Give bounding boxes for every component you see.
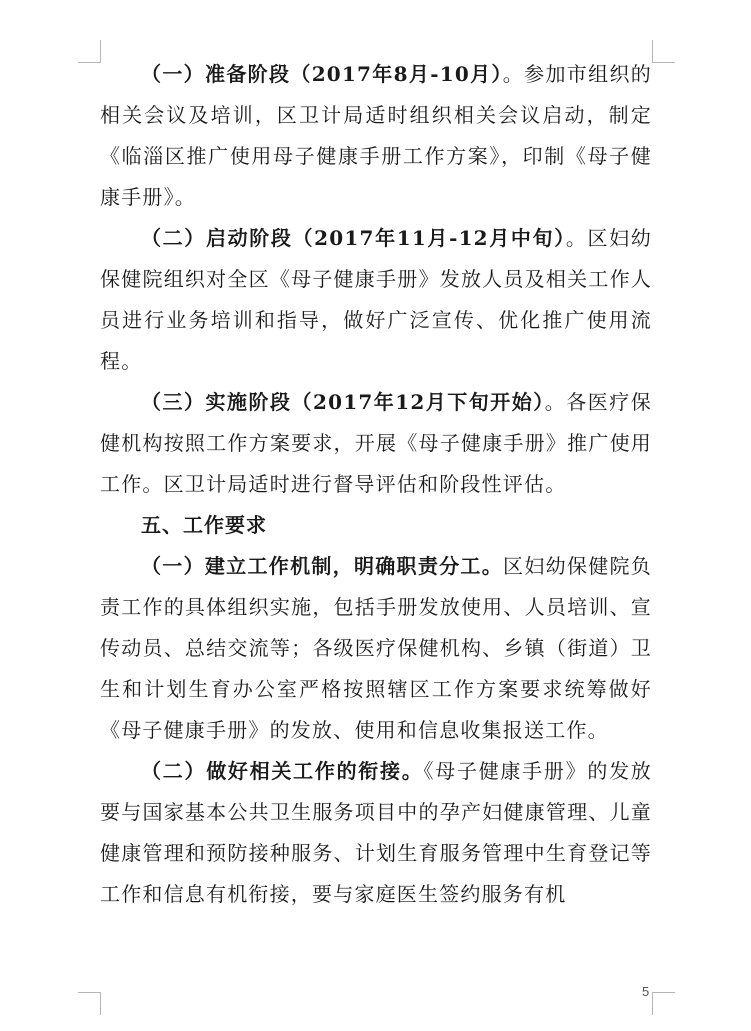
paragraph-lead: （二）启动阶段（2017年11月-12月中旬） — [141, 226, 566, 250]
paragraph-text: 。区妇幼保健院组织对全区《母子健康手册》发放人员及相关工作人员进行业务培训和指导，做好广泛宣传、优化推广使用流程。 — [100, 226, 652, 373]
paragraph-text: 。参加市组织的相关会议及培训，区卫计局适时组织相关会议启动，制定《临淄区推广使用母子健康手册工作方案》，印制《母子健康手册》。 — [100, 62, 653, 209]
paragraph-lead: （一）准备阶段（2017年8月-10月） — [141, 62, 503, 86]
paragraph-preparation-stage — [100, 54, 652, 218]
crop-mark-top-left — [78, 40, 101, 63]
paragraph-work-mechanism — [100, 546, 652, 751]
paragraph-text: 《母子健康手册》的发放要与国家基本公共卫生服务项目中的孕产妇健康管理、儿童健康管理和预防接种服务、计划生育服务管理中生育登记等工作和信息有机衔接，要与家庭医生签约服务有机 — [100, 759, 652, 906]
paragraph-implementation-stage — [100, 382, 652, 505]
page-number: 5 — [642, 984, 650, 999]
paragraph-lead: （二）做好相关工作的衔接。 — [141, 759, 424, 783]
paragraph-text: 。各医疗保健机构按照工作方案要求，开展《母子健康手册》推广使用工作。区卫计局适时进行督导评估和阶段性评估。 — [100, 390, 652, 496]
paragraph-launch-stage — [100, 218, 652, 382]
crop-mark-top-right — [652, 40, 675, 63]
crop-mark-bottom-right — [652, 992, 675, 1015]
document-body — [100, 54, 652, 915]
crop-mark-bottom-left — [78, 992, 101, 1015]
paragraph-work-connection — [100, 751, 652, 915]
paragraph-lead: （三）实施阶段（2017年12月下旬开始） — [141, 390, 545, 414]
section-heading: 五、工作要求 — [141, 513, 267, 537]
paragraph-text: 区妇幼保健院负责工作的具体组织实施，包括手册发放使用、人员培训、宣传动员、总结交流等；各级医疗保健机构、乡镇（街道）卫生和计划生育办公室严格按照辖区工作方案要求统筹做好《母子健康手册》的发放、使用和信息收集报送工作。 — [100, 554, 653, 742]
paragraph-lead: （一）建立工作机制，明确职责分工。 — [141, 554, 504, 578]
